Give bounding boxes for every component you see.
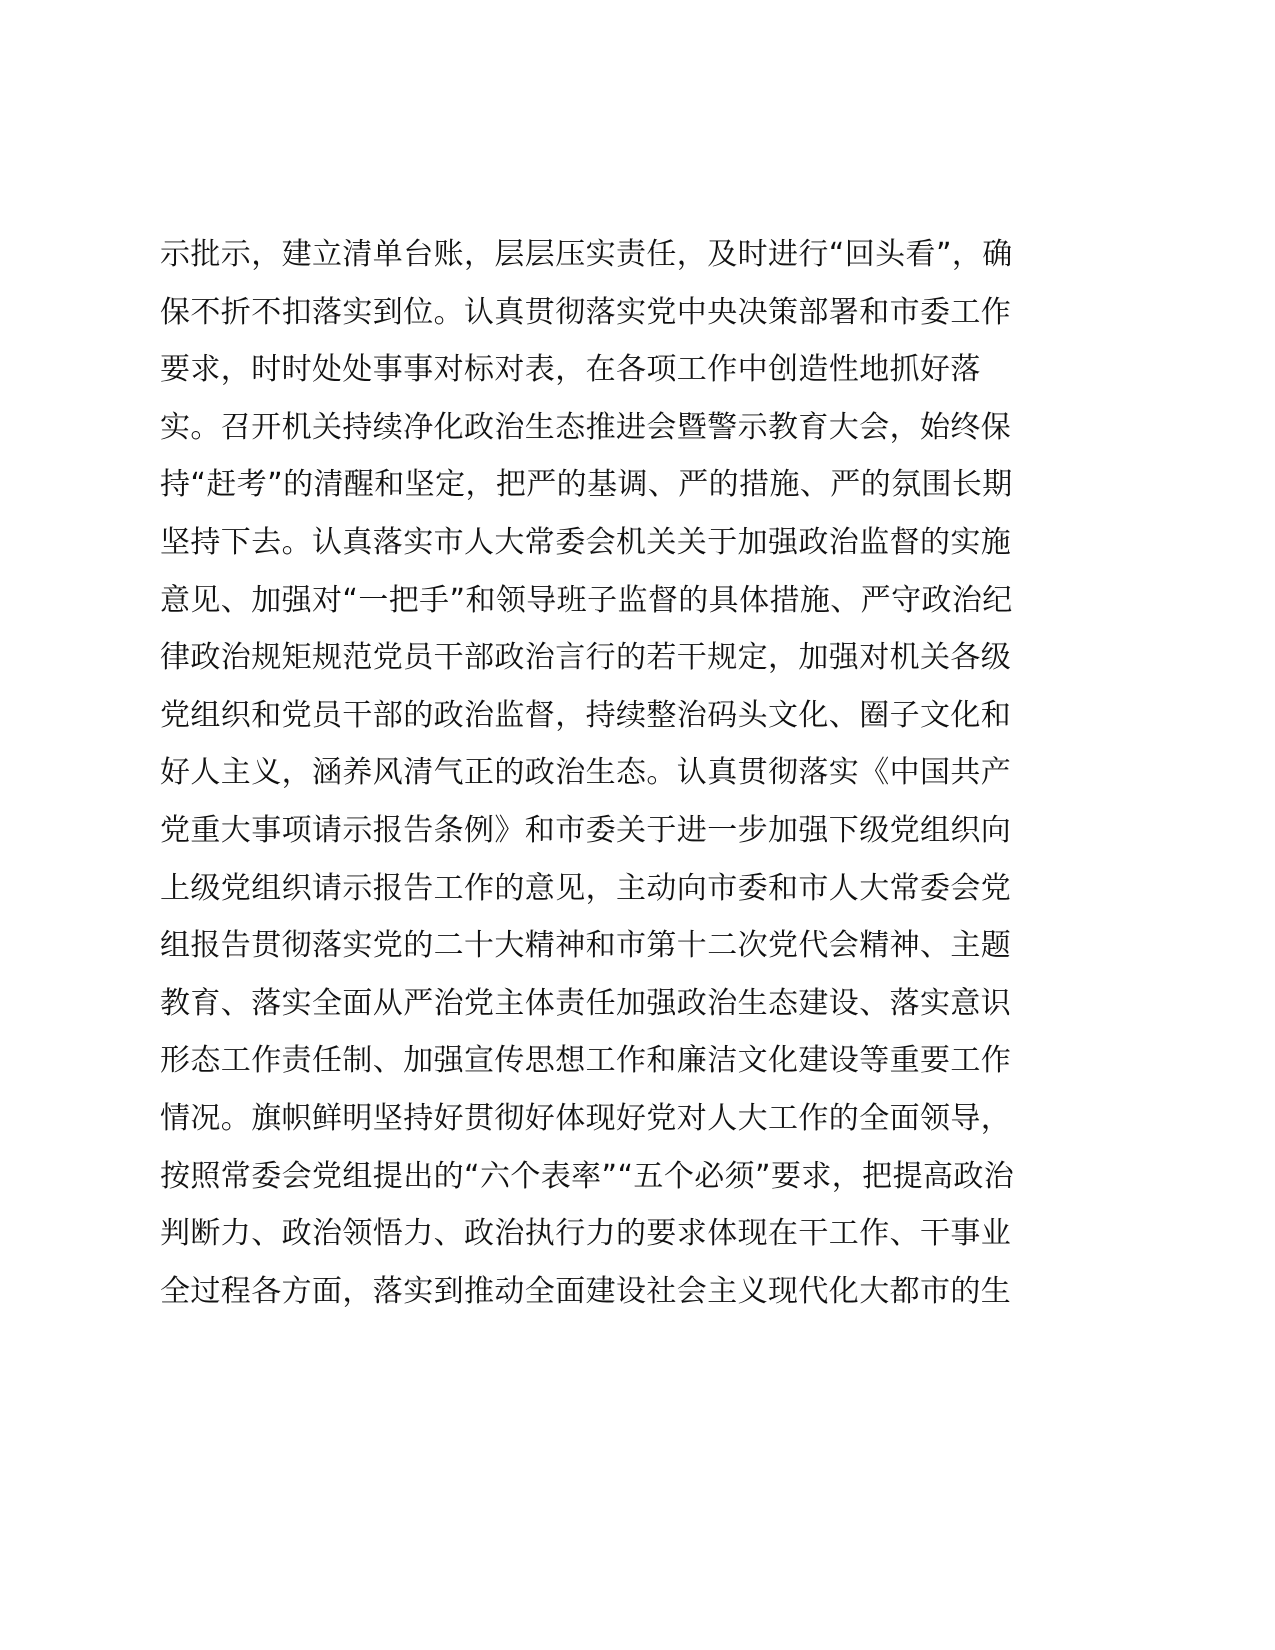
- text-line-16: 情况。旗帜鲜明坚持好贯彻好体现好党对人大工作的全面领导，: [160, 1100, 1012, 1136]
- text-line-18: 判断力、政治领悟力、政治执行力的要求体现在干工作、干事业: [160, 1216, 1012, 1252]
- text-line-7: 意见、加强对“一把手”和领导班子监督的具体措施、严守政治纪: [160, 582, 1013, 618]
- text-line-17: 按照常委会党组提出的“六个表率”“五个必须”要求，把提高政治: [160, 1158, 1015, 1194]
- text-line-4: 实。召开机关持续净化政治生态推进会暨警示教育大会，始终保: [160, 409, 1012, 445]
- text-line-9: 党组织和党员干部的政治监督，持续整治码头文化、圈子文化和: [160, 697, 1012, 733]
- text-line-14: 教育、落实全面从严治党主体责任加强政治生态建设、落实意识: [160, 985, 1012, 1021]
- text-line-11: 党重大事项请示报告条例》和市委关于进一步加强下级党组织向: [160, 812, 1012, 848]
- body-paragraph: [160, 226, 1100, 1320]
- text-line-1: 示批示，建立清单台账，层层压实责任，及时进行“回头看”，确: [160, 237, 1013, 272]
- text-line-19: 全过程各方面，落实到推动全面建设社会主义现代化大都市的生: [160, 1273, 1012, 1309]
- text-line-2: 保不折不扣落实到位。认真贯彻落实党中央决策部署和市委工作: [160, 294, 1012, 330]
- text-line-6: 坚持下去。认真落实市人大常委会机关关于加强政治监督的实施: [160, 524, 1012, 560]
- text-line-3: 要求，时时处处事事对标对表，在各项工作中创造性地抓好落: [160, 352, 981, 388]
- text-line-10: 好人主义，涵养风清气正的政治生态。认真贯彻落实《中国共产: [160, 755, 1012, 791]
- text-line-8: 律政治规矩规范党员干部政治言行的若干规定，加强对机关各级: [160, 640, 1012, 676]
- text-line-12: 上级党组织请示报告工作的意见，主动向市委和市人大常委会党: [160, 870, 1012, 906]
- text-line-5: 持“赶考”的清醒和坚定，把严的基调、严的措施、严的氛围长期: [160, 467, 1013, 503]
- text-line-15: 形态工作责任制、加强宣传思想工作和廉洁文化建设等重要工作: [160, 1043, 1012, 1079]
- text-line-13: 组报告贯彻落实党的二十大精神和市第十二次党代会精神、主题: [160, 928, 1012, 964]
